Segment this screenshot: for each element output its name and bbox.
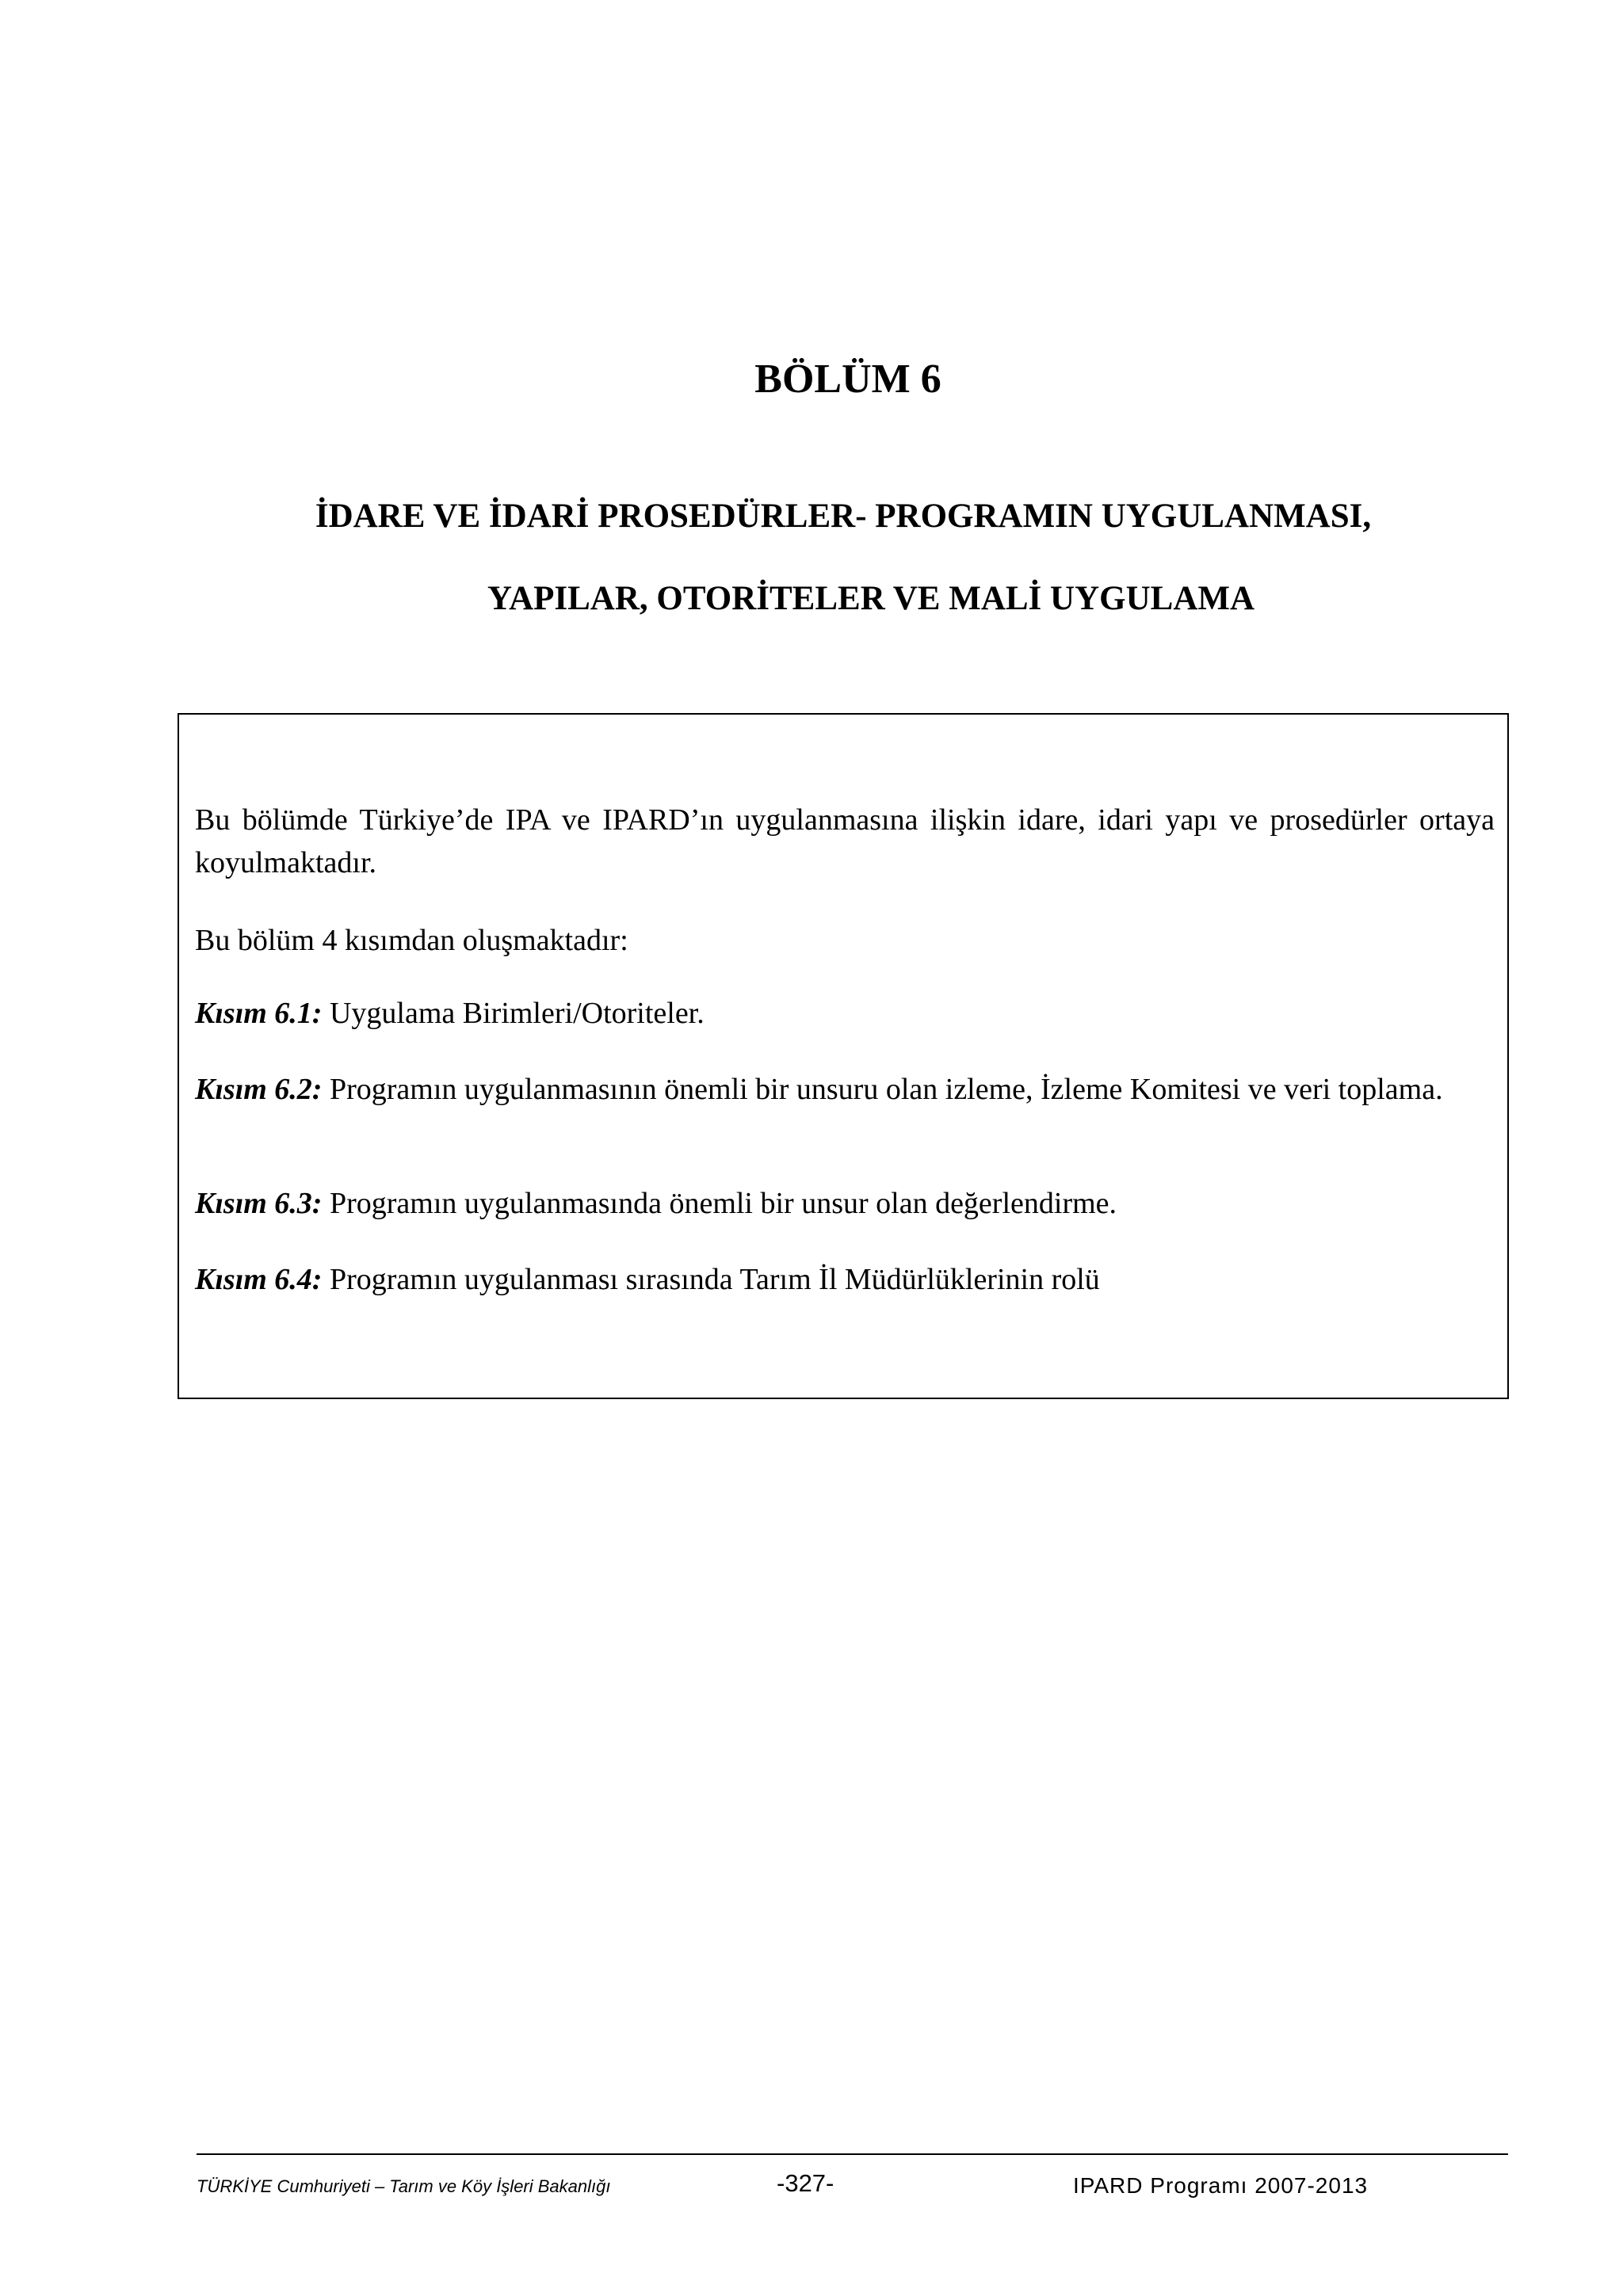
footer-ministry: TÜRKİYE Cumhuriyeti – Tarım ve Köy İşleri Bakanlığı [197, 2176, 611, 2196]
part-item-6-4 [195, 1258, 1495, 1301]
chapter-heading-line-1: İDARE VE İDARİ PROSEDÜRLER- PROGRAMIN UYGULANMASI, [315, 498, 1372, 535]
footer-page-number: -327- [777, 2169, 834, 2197]
chapter-title: BÖLÜM 6 [754, 357, 941, 402]
part-item-6-2 [195, 1068, 1495, 1111]
part-item-6-3 [195, 1182, 1495, 1225]
part-item-6-1 [195, 992, 1495, 1035]
part-description: Programın uygulanması sırasında Tarım İl Müdürlüklerinin rolü [322, 1263, 1100, 1296]
part-description: Programın uygulanmasının önemli bir unsuru olan izleme, İzleme Komitesi ve veri toplama. [322, 1073, 1443, 1106]
summary-part-count: Bu bölüm 4 kısımdan oluşmaktadır: [195, 924, 628, 957]
footer-divider [197, 2153, 1508, 2155]
part-label: Kısım 6.3: [195, 1187, 323, 1220]
part-label: Kısım 6.2: [195, 1073, 323, 1106]
part-description: Programın uygulanmasında önemli bir unsur olan değerlendirme. [322, 1187, 1117, 1220]
summary-intro: Bu bölümde Türkiye’de IPA ve IPARD’ın uygulanmasına ilişkin idare, idari yapı ve prosedürler ortaya koyulmaktadır. [195, 803, 1495, 879]
part-label: Kısım 6.1: [195, 997, 323, 1030]
part-description: Uygulama Birimleri/Otoriteler. [322, 997, 705, 1030]
part-label: Kısım 6.4: [195, 1263, 323, 1296]
footer-program-title: IPARD Programı 2007-2013 [1073, 2173, 1369, 2198]
chapter-summary-box [178, 713, 1509, 1399]
chapter-heading-line-2: YAPILAR, OTORİTELER VE MALİ UYGULAMA [487, 580, 1255, 617]
